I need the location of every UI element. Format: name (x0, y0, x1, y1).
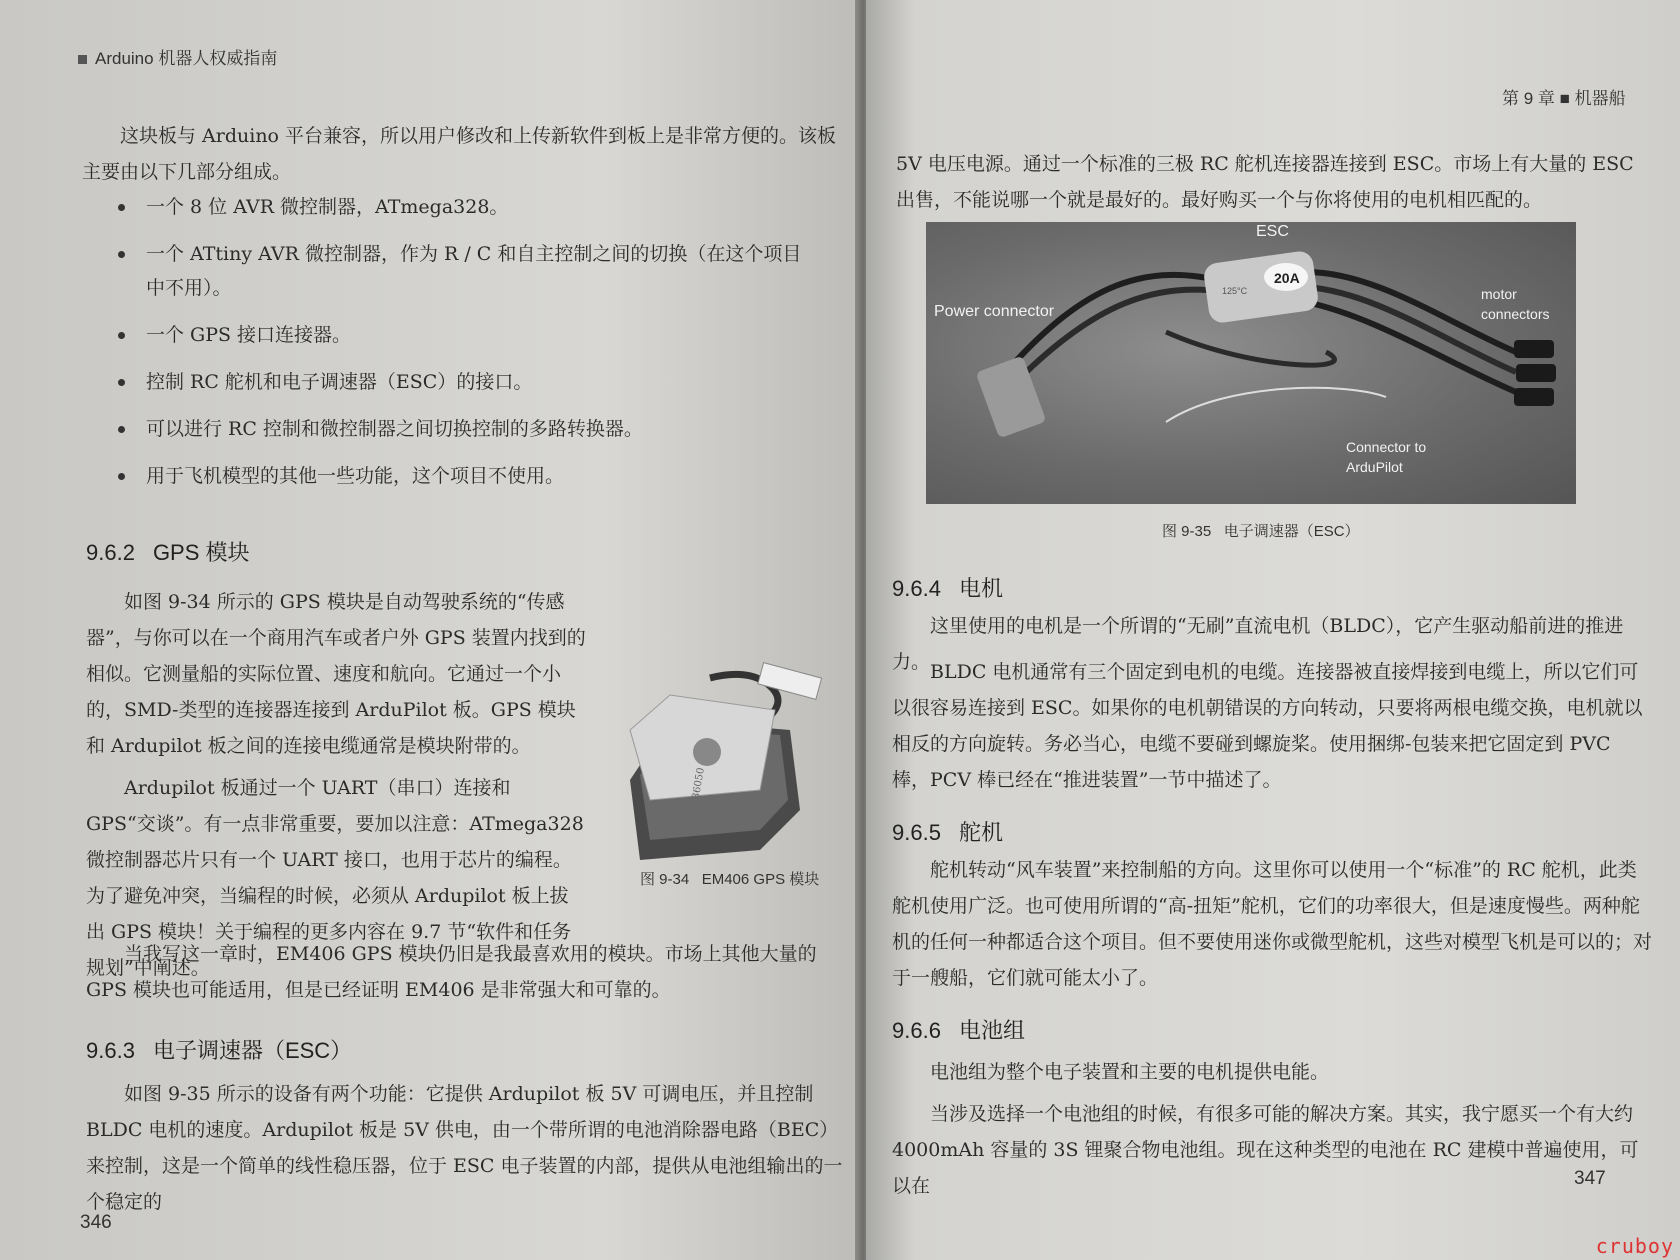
gps-paragraph-2: Ardupilot 板通过一个 UART（串口）连接和 GPS“交谈”。有一点非常重要，要加以注意：ATmega328 微控制器芯片只有一个 UART 接口，也用于芯片的编程。为了避免冲突，当编程的时候，必须从 Ardupilot 板上拔出 GPS 模块！关于编程的更多内容在 9.7 节“软件和任务规划”中阐述。 (86, 777, 584, 979)
bullet-dot-icon (118, 204, 125, 211)
section-title: 电池组 (958, 1018, 1025, 1043)
list-item-text: 一个 ATtiny AVR 微控制器，作为 R / C 和自主控制之间的切换（在这个项目中不用）。 (146, 243, 802, 299)
section-heading-9-6-2 (86, 536, 250, 567)
motor-connectors-label: motor connectors (1481, 286, 1550, 322)
figure-title: EM406 GPS 模块 (701, 871, 820, 888)
list-item-text: 控制 RC 舵机和电子调速器（ESC）的接口。 (146, 371, 533, 393)
motor-paragraph-1: 这里使用的电机是一个所谓的“无刷”直流电机（BLDC），它产生驱动船前进的推进力。 (892, 615, 1624, 673)
esc-rating-text: 20A (1274, 270, 1300, 286)
section-heading-9-6-6 (892, 1014, 1025, 1045)
figure-label: 图 9-35 (1162, 523, 1212, 540)
list-item (112, 412, 802, 446)
section-title: 电子调速器（ESC） (152, 1038, 353, 1063)
square-bullet-icon (78, 55, 87, 64)
bullet-dot-icon (118, 251, 125, 258)
left-running-head (78, 44, 277, 69)
section-number: 9.6.4 (892, 576, 941, 601)
motor-paragraph-2: BLDC 电机通常有三个固定到电机的电缆。连接器被直接焊接到电缆上，所以它们可以很容易连接到 ESC。如果你的电机朝错误的方向转动，只要将两根电缆交换，电机就以相反的方向旋转。务必当心，电缆不要碰到螺旋桨。使用捆绑-包装来把它固定到 PVC 棒，PCV 棒已经在“推进装置”一节中描述了。 (892, 661, 1643, 791)
section-heading-9-6-4 (892, 572, 1003, 603)
right-running-head (1502, 84, 1626, 109)
watermark-text: cruboy (1595, 1234, 1674, 1258)
bullet-dot-icon (118, 379, 125, 386)
running-head-text: Arduino 机器人权威指南 (95, 49, 278, 68)
section-number: 9.6.3 (86, 1038, 135, 1063)
list-item-text: 一个 8 位 AVR 微控制器，ATmega328。 (146, 196, 509, 218)
section-heading-9-6-3 (86, 1034, 352, 1065)
figure-title: 电子调速器（ESC） (1223, 523, 1360, 540)
running-head-text: 第 9 章 ■ 机器船 (1502, 89, 1626, 108)
servo-paragraph: 舵机转动“风车装置”来控制船的方向。这里你可以使用一个“标准”的 RC 舵机，此类舵机使用广泛。也可使用所谓的“高-扭矩”舵机，它们的功率很大，但是速度慢些。两种舵机的任何一种都适合这个项目。但不要使用迷你或微型舵机，这些对模型飞机是可以的；对于一艘船，它们就可能太小了。 (892, 859, 1653, 989)
list-item-text: 可以进行 RC 控制和微控制器之间切换控制的多路转换器。 (146, 418, 643, 440)
esc-photo (926, 222, 1576, 504)
list-item (112, 318, 802, 352)
section-number: 9.6.5 (892, 820, 941, 845)
section-number: 9.6.2 (86, 540, 135, 565)
battery-paragraph-1: 电池组为整个电子装置和主要的电机提供电能。 (930, 1061, 1330, 1083)
section-heading-9-6-5 (892, 816, 1003, 847)
gps-module-figure (610, 650, 840, 890)
list-item-text: 一个 GPS 接口连接器。 (146, 324, 352, 346)
figure-9-34-caption (640, 868, 819, 889)
section-title: GPS 模块 (152, 540, 250, 565)
esc-temp-text: 125°C (1222, 286, 1248, 296)
bullet-dot-icon (118, 332, 125, 339)
gps-paragraph-1: 如图 9-34 所示的 GPS 模块是自动驾驶系统的“传感器”，与你可以在一个商用汽车或者户外 GPS 装置内找到的相似。它测量船的实际位置、速度和航向。它通过一个小的，SMD-类型的连接器连接到 ArduPilot 板。GPS 模块和 Ardupilot 板之间的连接电缆通常是模块附带的。 (86, 591, 586, 757)
arduPilot-connector-label: Connector to ArduPilot (1346, 439, 1427, 475)
gps-chip-label: 86050 (690, 766, 707, 801)
page-number-right: 347 (1574, 1168, 1606, 1189)
list-item-text: 用于飞机模型的其他一些功能，这个项目不使用。 (146, 465, 565, 487)
right-page (866, 0, 1680, 1260)
bullet-dot-icon (118, 473, 125, 480)
section-title: 舵机 (958, 820, 1003, 845)
esc-paragraph: 如图 9-35 所示的设备有两个功能：它提供 Ardupilot 板 5V 可调电压，并且控制 BLDC 电机的速度。Ardupilot 板是 5V 供电，由一个带所谓的电池消除器电路（BEC）来控制，这是一个简单的线性稳压器，位于 ESC 电子装置的内部，提供从电池组输出的一个稳定的 (86, 1083, 843, 1213)
component-list (112, 190, 802, 506)
section-title: 电机 (958, 576, 1003, 601)
list-item (112, 459, 802, 493)
esc-photo-graphic (926, 222, 1576, 504)
esc-label: ESC (1256, 223, 1289, 240)
power-connector-label: Power connector (934, 303, 1055, 320)
intro-paragraph: 这块板与 Arduino 平台兼容，所以用户修改和上传新软件到板上是非常方便的。该板主要由以下几部分组成。 (82, 125, 837, 183)
section-number: 9.6.6 (892, 1018, 941, 1043)
figure-label: 图 9-34 (640, 871, 690, 888)
page-number-left: 346 (80, 1212, 112, 1233)
figure-9-35-caption (1162, 520, 1360, 541)
list-item (112, 365, 802, 399)
bullet-dot-icon (118, 426, 125, 433)
gps-paragraph-3: 当我写这一章时，EM406 GPS 模块仍旧是我最喜欢用的模块。市场上其他大量的 GPS 模块也可能适用，但是已经证明 EM406 是非常强大和可靠的。 (86, 943, 817, 1001)
list-item (112, 237, 802, 305)
gps-module-image (610, 650, 840, 870)
esc-continued-paragraph: 5V 电压电源。通过一个标准的三极 RC 舵机连接器连接到 ESC。市场上有大量的 ESC 出售，不能说哪一个就是最好的。最好购买一个与你将使用的电机相匹配的。 (896, 153, 1634, 211)
list-item (112, 190, 802, 224)
battery-paragraph-2: 当涉及选择一个电池组的时候，有很多可能的解决方案。其实，我宁愿买一个有大约 4000mAh 容量的 3S 锂聚合物电池组。现在这种类型的电池在 RC 建模中普遍使用，可以在 (892, 1103, 1639, 1197)
